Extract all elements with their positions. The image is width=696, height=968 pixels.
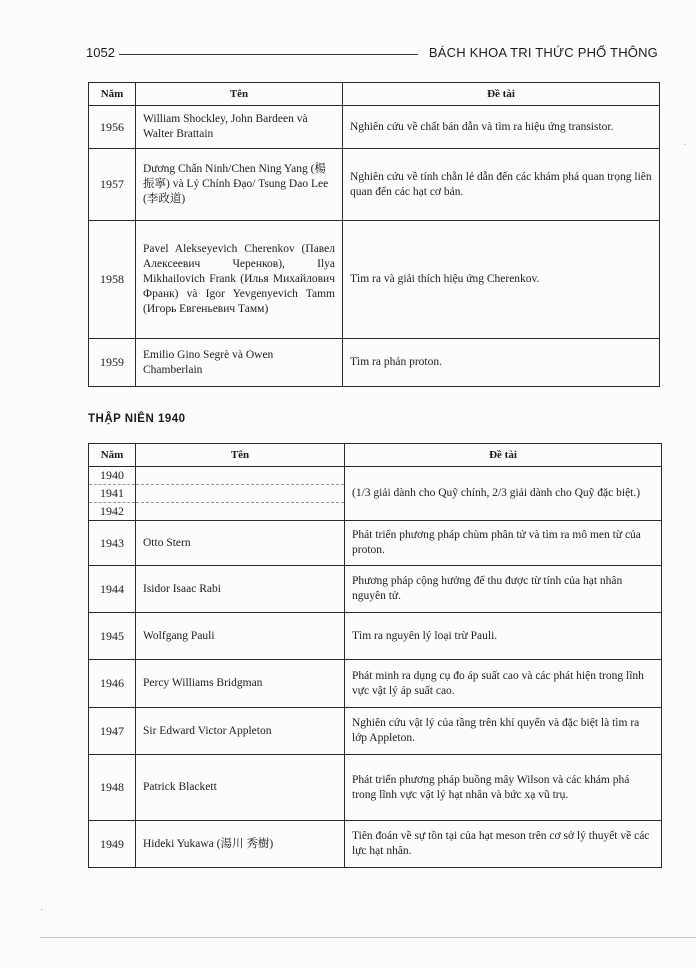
column-header-name: Tên <box>136 83 343 106</box>
table-row <box>89 339 660 387</box>
name-cell: Percy Williams Bridgman <box>136 660 345 708</box>
topic-cell: Nghiên cứu vật lý của tầng trên khí quyển và đặc biệt là tìm ra lớp Appleton. <box>345 708 662 755</box>
scan-speck: · <box>683 140 687 151</box>
column-header-year: Năm <box>89 444 136 467</box>
name-cell-empty <box>136 467 345 485</box>
no-award-note: (1/3 giải dành cho Quỹ chính, 2/3 giải dành cho Quỹ đặc biệt.) <box>345 467 662 521</box>
column-header-topic: Đề tài <box>345 444 662 467</box>
name-cell-empty <box>136 485 345 503</box>
table-row <box>89 821 662 868</box>
table-row <box>89 106 660 149</box>
table-header-row <box>89 83 660 106</box>
name-cell: Hideki Yukawa (湯川 秀樹) <box>136 821 345 868</box>
book-title: BÁCH KHOA TRI THỨC PHỔ THÔNG <box>428 45 658 60</box>
table-row <box>89 221 660 339</box>
topic-cell: Tìm ra phản proton. <box>343 339 660 387</box>
column-header-topic: Đề tài <box>343 83 660 106</box>
column-header-name: Tên <box>136 444 345 467</box>
name-cell: Emilio Gino Segrè và Owen Chamberlain <box>136 339 343 387</box>
topic-cell: Tìm ra và giải thích hiệu ứng Cherenkov. <box>343 221 660 339</box>
topic-cell: Tiên đoán về sự tồn tại của hạt meson trên cơ sở lý thuyết về các lực hạt nhân. <box>345 821 662 868</box>
section-title: THẬP NIÊN 1940 <box>88 413 186 425</box>
table-row <box>89 755 662 821</box>
topic-cell: Phát minh ra dụng cụ đo áp suất cao và các phát hiện trong lĩnh vực vật lý áp suất cao. <box>345 660 662 708</box>
header-rule <box>119 54 418 55</box>
page-number: 1052 <box>86 45 115 60</box>
column-header-year: Năm <box>89 83 136 106</box>
year-cell: 1946 <box>89 660 136 708</box>
topic-cell: Phương pháp cộng hưởng để thu được từ tính của hạt nhân nguyên tử. <box>345 566 662 613</box>
name-cell: Dương Chấn Ninh/Chen Ning Yang (楊振寧) và Lý Chính Đạo/ Tsung Dao Lee (李政道) <box>136 149 343 221</box>
table-row <box>89 566 662 613</box>
table-row <box>89 149 660 221</box>
table-header-row <box>89 444 662 467</box>
year-cell: 1944 <box>89 566 136 613</box>
year-cell: 1940 <box>89 467 136 485</box>
running-header <box>86 45 658 63</box>
name-cell: Patrick Blackett <box>136 755 345 821</box>
year-cell: 1941 <box>89 485 136 503</box>
topic-cell: Nghiên cứu về chất bán dẫn và tìm ra hiệu ứng transistor. <box>343 106 660 149</box>
table-row <box>89 708 662 755</box>
topic-cell: Phát triển phương pháp buồng mây Wilson và các khám phá trong lĩnh vực vật lý hạt nhân và bức xạ vũ trụ. <box>345 755 662 821</box>
topic-cell: Nghiên cứu về tính chẵn lẻ dẫn đến các khám phá quan trọng liên quan đến các hạt cơ bản. <box>343 149 660 221</box>
table-row <box>89 521 662 566</box>
name-cell: Wolfgang Pauli <box>136 613 345 660</box>
topic-cell: Phát triển phương pháp chùm phân tử và tìm ra mô men từ của proton. <box>345 521 662 566</box>
year-cell: 1947 <box>89 708 136 755</box>
year-cell: 1956 <box>89 106 136 149</box>
table-row <box>89 613 662 660</box>
year-cell: 1949 <box>89 821 136 868</box>
scan-speck: · <box>40 905 44 916</box>
year-cell: 1945 <box>89 613 136 660</box>
name-cell: William Shockley, John Bardeen và Walter Brattain <box>136 106 343 149</box>
name-cell: Pavel Alekseyevich Cherenkov (Павел Алексеевич Черенков), Ilya Mikhailovich Frank (Илья Михайлович Франк) và Igor Yevgenyevich Tamm (Игорь Евгеньевич Тамм) <box>136 221 343 339</box>
year-cell: 1943 <box>89 521 136 566</box>
topic-cell: Tìm ra nguyên lý loại trừ Pauli. <box>345 613 662 660</box>
name-cell: Sir Edward Victor Appleton <box>136 708 345 755</box>
year-cell: 1959 <box>89 339 136 387</box>
scan-edge-line <box>40 937 696 938</box>
name-cell: Isidor Isaac Rabi <box>136 566 345 613</box>
year-cell: 1948 <box>89 755 136 821</box>
year-cell: 1957 <box>89 149 136 221</box>
name-cell: Otto Stern <box>136 521 345 566</box>
year-cell: 1942 <box>89 503 136 521</box>
table-row <box>89 467 662 485</box>
laureates-table-1940s <box>88 443 662 868</box>
laureates-table-1950s <box>88 82 660 387</box>
table-row <box>89 660 662 708</box>
year-cell: 1958 <box>89 221 136 339</box>
name-cell-empty <box>136 503 345 521</box>
